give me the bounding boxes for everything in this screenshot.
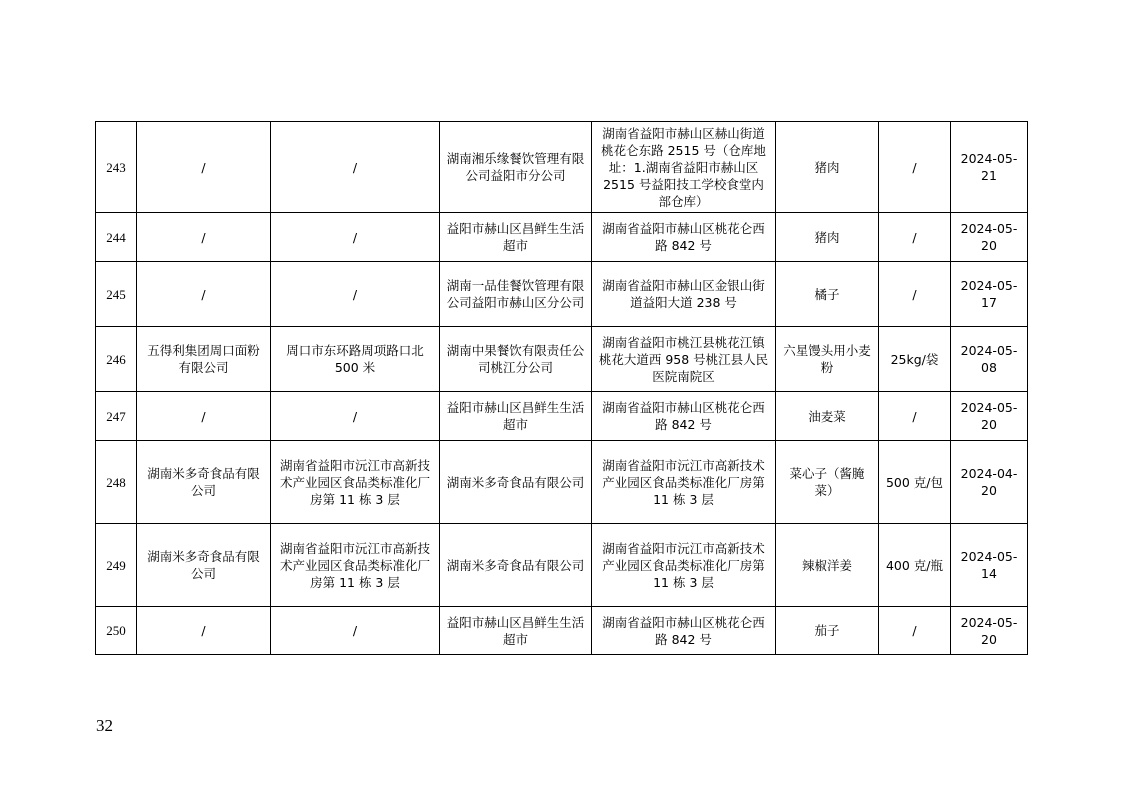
specification: / — [879, 213, 951, 262]
table-row — [96, 327, 1028, 392]
product-name: 猪肉 — [776, 213, 879, 262]
production-date: 2024-05-20 — [951, 607, 1028, 655]
sampled-unit-address: 湖南省益阳市赫山区桃花仑西路 842 号 — [592, 607, 776, 655]
manufacturer-name: / — [137, 213, 271, 262]
sampled-unit-address: 湖南省益阳市赫山区赫山街道桃花仑东路 2515 号（仓库地址：1.湖南省益阳市赫山区 2515 号益阳技工学校食堂内部仓库） — [592, 122, 776, 213]
manufacturer-address: / — [271, 122, 440, 213]
sampled-unit: 益阳市赫山区昌鲜生生活超市 — [440, 213, 592, 262]
sampled-unit: 湖南米多奇食品有限公司 — [440, 441, 592, 524]
table-row — [96, 441, 1028, 524]
sampled-unit-address: 湖南省益阳市沅江市高新技术产业园区食品类标准化厂房第 11 栋 3 层 — [592, 441, 776, 524]
manufacturer-address: / — [271, 213, 440, 262]
manufacturer-address: / — [271, 607, 440, 655]
sampled-unit: 益阳市赫山区昌鲜生生活超市 — [440, 607, 592, 655]
production-date: 2024-05-14 — [951, 524, 1028, 607]
manufacturer-name: / — [137, 122, 271, 213]
manufacturer-name: / — [137, 392, 271, 441]
sampled-unit-address: 湖南省益阳市桃江县桃花江镇桃花大道西 958 号桃江县人民医院南院区 — [592, 327, 776, 392]
sampling-results-table — [95, 121, 1028, 655]
table-row — [96, 122, 1028, 213]
product-name: 橘子 — [776, 262, 879, 327]
row-number: 249 — [96, 524, 137, 607]
sampled-unit: 湖南米多奇食品有限公司 — [440, 524, 592, 607]
sampled-unit: 益阳市赫山区昌鲜生生活超市 — [440, 392, 592, 441]
sampled-unit-address: 湖南省益阳市沅江市高新技术产业园区食品类标准化厂房第 11 栋 3 层 — [592, 524, 776, 607]
row-number: 245 — [96, 262, 137, 327]
production-date: 2024-04-20 — [951, 441, 1028, 524]
page-number: 32 — [96, 716, 113, 735]
sampled-unit-address: 湖南省益阳市赫山区金银山街道益阳大道 238 号 — [592, 262, 776, 327]
product-name: 茄子 — [776, 607, 879, 655]
sampled-unit: 湖南中果餐饮有限责任公司桃江分公司 — [440, 327, 592, 392]
row-number: 250 — [96, 607, 137, 655]
manufacturer-address: / — [271, 392, 440, 441]
sampled-unit: 湖南湘乐缘餐饮管理有限公司益阳市分公司 — [440, 122, 592, 213]
manufacturer-name: 湖南米多奇食品有限公司 — [137, 524, 271, 607]
specification: / — [879, 392, 951, 441]
specification: 25kg/袋 — [879, 327, 951, 392]
production-date: 2024-05-21 — [951, 122, 1028, 213]
sampled-unit: 湖南一品佳餐饮管理有限公司益阳市赫山区分公司 — [440, 262, 592, 327]
row-number: 248 — [96, 441, 137, 524]
product-name: 猪肉 — [776, 122, 879, 213]
specification: 500 克/包 — [879, 441, 951, 524]
production-date: 2024-05-17 — [951, 262, 1028, 327]
row-number: 247 — [96, 392, 137, 441]
table-row — [96, 392, 1028, 441]
production-date: 2024-05-08 — [951, 327, 1028, 392]
row-number: 246 — [96, 327, 137, 392]
specification: / — [879, 607, 951, 655]
specification: / — [879, 122, 951, 213]
table-row — [96, 262, 1028, 327]
product-name: 菜心子（酱腌菜） — [776, 441, 879, 524]
production-date: 2024-05-20 — [951, 213, 1028, 262]
manufacturer-address: 周口市东环路周项路口北 500 米 — [271, 327, 440, 392]
product-name: 辣椒洋姜 — [776, 524, 879, 607]
manufacturer-name: / — [137, 262, 271, 327]
manufacturer-address: 湖南省益阳市沅江市高新技术产业园区食品类标准化厂房第 11 栋 3 层 — [271, 441, 440, 524]
product-name: 六星馒头用小麦粉 — [776, 327, 879, 392]
manufacturer-address: / — [271, 262, 440, 327]
row-number: 244 — [96, 213, 137, 262]
manufacturer-name: 湖南米多奇食品有限公司 — [137, 441, 271, 524]
table-row — [96, 607, 1028, 655]
table-row — [96, 213, 1028, 262]
sampled-unit-address: 湖南省益阳市赫山区桃花仑西路 842 号 — [592, 213, 776, 262]
sampled-unit-address: 湖南省益阳市赫山区桃花仑西路 842 号 — [592, 392, 776, 441]
production-date: 2024-05-20 — [951, 392, 1028, 441]
row-number: 243 — [96, 122, 137, 213]
product-name: 油麦菜 — [776, 392, 879, 441]
specification: 400 克/瓶 — [879, 524, 951, 607]
manufacturer-name: 五得利集团周口面粉有限公司 — [137, 327, 271, 392]
table-row — [96, 524, 1028, 607]
specification: / — [879, 262, 951, 327]
manufacturer-name: / — [137, 607, 271, 655]
manufacturer-address: 湖南省益阳市沅江市高新技术产业园区食品类标准化厂房第 11 栋 3 层 — [271, 524, 440, 607]
